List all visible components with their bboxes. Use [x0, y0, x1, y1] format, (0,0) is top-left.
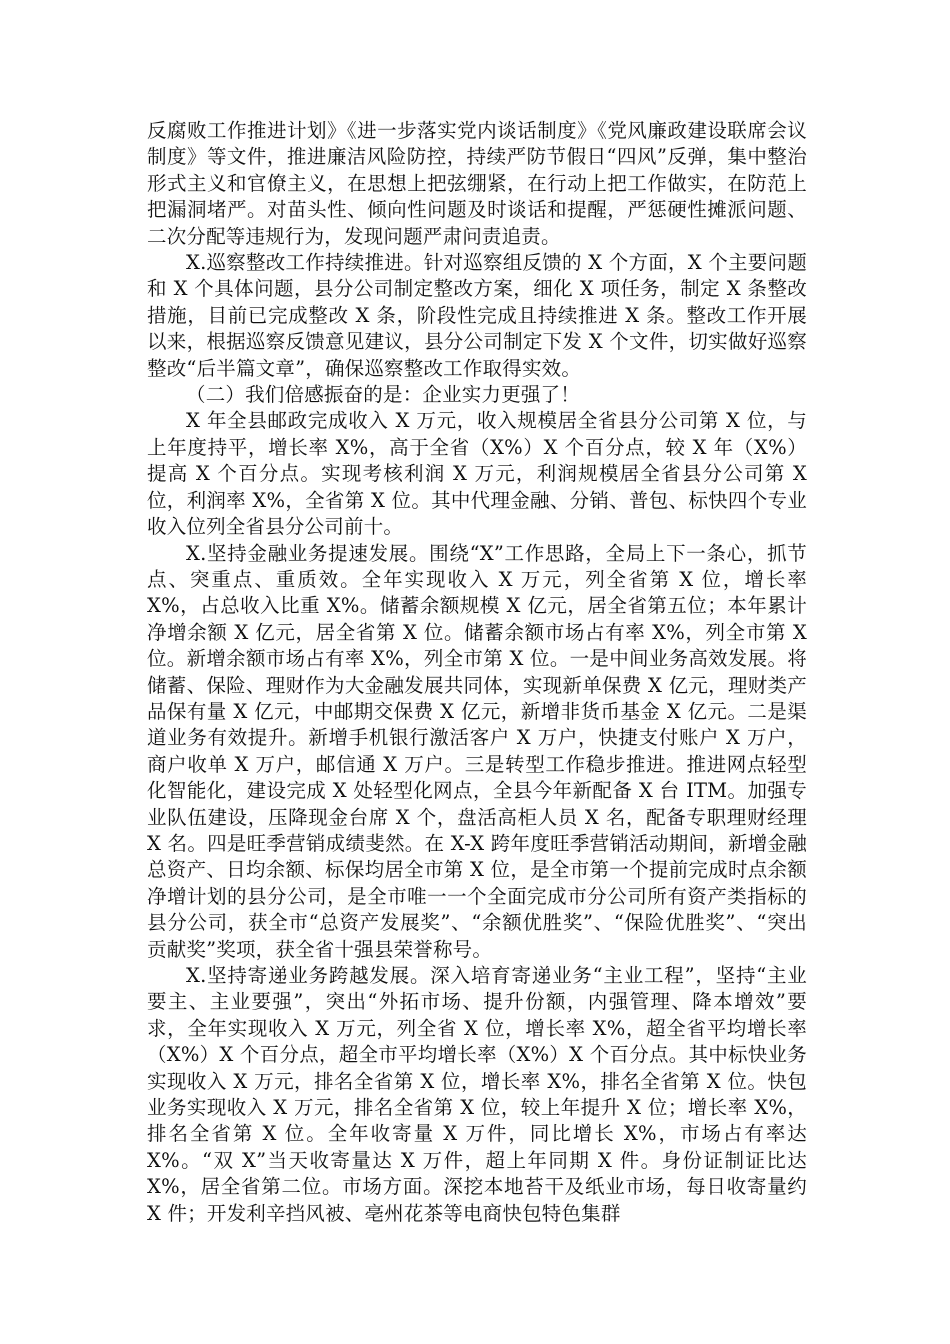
document-page [147, 118, 807, 1227]
paragraph-delivery-business: X.坚持寄递业务跨越发展。深入培育寄递业务“主业工程”，坚持“主业要主、主业要强”，突出“外拓市场、提升份额，内强管理、降本增效”要求，全年实现收入 X 万元，列全省 X 位，增长率 X%，超全省平均增长率（X%）X 个百分点，超全市平均增长率（X%）X 个百分点。其中标快业务实现收入 X 万元，排名全省第 X 位，增长率 X%，排名全省第 X 位。快包业务实现收入 X 万元，排名全省第 X 位，较上年提升 X 位；增长率 X%，排名全省第 X 位。全年收寄量 X 万件，同比增长 X%，市场占有率达 X%。“双 X”当天收寄量达 X 万件，超上年同期 X 件。身份证制证比达 X%，居全省第二位。市场方面。深挖本地苔干及纸业市场，每日收寄量约 X 件；开发利辛挡风被、亳州花茶等电商快包特色集群 [147, 964, 807, 1225]
section-heading-enterprise-strength: （二）我们倍感振奋的是：企业实力更强了！ [186, 383, 581, 407]
paragraph-finance-business: X.坚持金融业务提速发展。围绕“X”工作思路，全局上下一条心，抓节点、突重点、重质效。全年实现收入 X 万元，列全省第 X 位，增长率 X%，占总收入比重 X%。储蓄余额规模 X 亿元，居全省第五位；本年累计净增余额 X 亿元，居全省第 X 位。储蓄余额市场占有率 X%，列全市第 X 位。新增余额市场占有率 X%，列全市第 X 位。一是中间业务高效发展。将储蓄、保险、理财作为大金融发展共同体，实现新单保费 X 亿元，理财类产品保有量 X 亿元，中邮期交保费 X 亿元，新增非货币基金 X 亿元。二是渠道业务有效提升。新增手机银行激活客户 X 万户，快捷支付账户 X 万户，商户收单 X 万户，邮信通 X 万户。三是转型工作稳步推进。推进网点轻型化智能化，建设完成 X 处轻型化网点，全县今年新配备 X 台 ITM。加强专业队伍建设，压降现金台席 X 个，盘活高柜人员 X 名，配备专职理财经理 X 名。四是旺季营销成绩斐然。在 X-X 跨年度旺季营销活动期间，新增金融总资产、日均余额、标保均居全市第 X 位，是全市第一个提前完成时点余额净增计划的县分公司，是全市唯一一个全面完成市分公司所有资产类指标的县分公司，获全市“总资产发展奖”、“余额优胜奖”、“保险优胜奖”、“突出贡献奖”奖项，获全省十强县荣誉称号。 [147, 541, 807, 961]
paragraph-inspection-rectification: X.巡察整改工作持续推进。针对巡察组反馈的 X 个方面，X 个主要问题和 X 个具体问题，县分公司制定整改方案，细化 X 项任务，制定 X 条整改措施，目前已完成整改 X 条，阶段性完成且持续推进 X 条。整改工作开展以来，根据巡察反馈意见建议，县分公司制定下发 X 个文件，切实做好巡察整改“后半篇文章”，确保巡察整改工作取得实效。 [147, 251, 807, 380]
paragraph-anticorruption-continuation: 反腐败工作推进计划》《进一步落实党内谈话制度》《党风廉政建设联席会议制度》等文件，推进廉洁风险防控，持续严防节假日“四风”反弹，集中整治形式主义和官僚主义，在思想上把弦绷紧，在行动上把工作做实，在防范上把漏洞堵严。对苗头性、倾向性问题及时谈话和提醒，严惩硬性摊派问题、二次分配等违规行为，发现问题严肃问责追责。 [147, 119, 807, 248]
paragraph-annual-revenue: X 年全县邮政完成收入 X 万元，收入规模居全省县分公司第 X 位，与上年度持平，增长率 X%，高于全省（X%）X 个百分点，较 X 年（X%）提高 X 个百分点。实现考核利润 X 万元，利润规模居全省县分公司第 X 位，利润率 X%，全省第 X 位。其中代理金融、分销、普包、标快四个专业收入位列全省县分公司前十。 [147, 409, 807, 539]
